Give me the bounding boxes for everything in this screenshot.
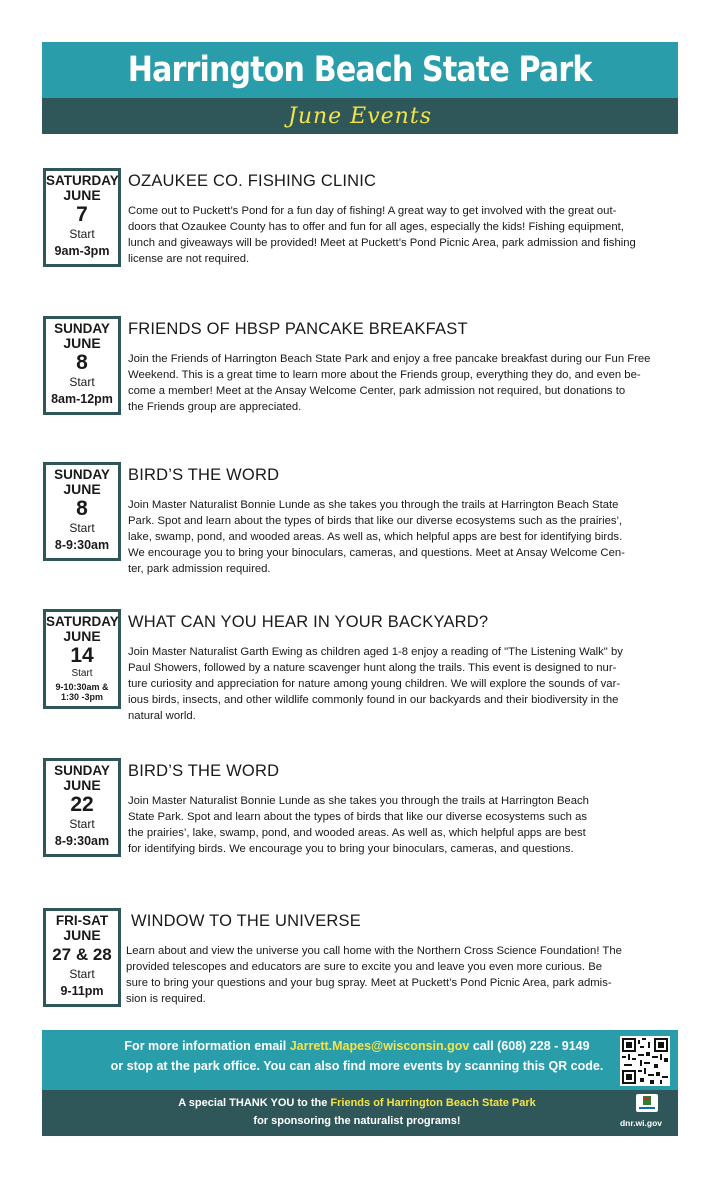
description-line: Join Master Naturalist Bonnie Lunde as she takes you through the trails at Harrington Beach xyxy=(128,795,589,807)
event-title: BIRD’S THE WORD xyxy=(128,466,280,484)
info-text xyxy=(102,1036,612,1076)
description-line: State Park. Spot and learn about the types of birds that like our diverse ecosystems such as xyxy=(128,811,588,823)
event-month: JUNE xyxy=(63,927,101,943)
event-title: FRIENDS OF HBSP PANCAKE BREAKFAST xyxy=(128,320,468,338)
event-month: JUNE xyxy=(63,481,101,497)
info-line2: or stop at the park office. You can also find more events by scanning this QR code. xyxy=(110,1059,604,1073)
event-start-label: Start xyxy=(69,227,95,241)
event-description xyxy=(128,497,658,577)
description-line: lunch and giveaways will be provided! Meet at Puckett’s Pond Picnic Area, park admission and fishing xyxy=(128,237,636,249)
event-time: 8am-12pm xyxy=(51,392,113,406)
date-box xyxy=(43,908,121,1007)
description-line: Weekend. This is a great time to learn more about the Friends group, everything they do, and even be- xyxy=(128,369,641,381)
subtitle-banner xyxy=(42,98,678,134)
event-time: 8-9:30am xyxy=(54,834,110,848)
event-day: SUNDAY xyxy=(54,763,110,778)
description-line: lake, swamp, pond, and wooded areas. As well as, which helpful apps are best for identifying birds. xyxy=(128,531,623,543)
event-date: 7 xyxy=(76,203,88,226)
event-time: 9-11pm xyxy=(60,984,104,998)
qr-code-icon xyxy=(622,1038,668,1084)
description-line: Join Master Naturalist Garth Ewing as children aged 1-8 enjoy a reading of "The Listening Walk" by xyxy=(128,646,623,658)
description-line: natural world. xyxy=(128,710,196,722)
event-date: 8 xyxy=(76,351,88,374)
page-subtitle: June Events xyxy=(288,103,432,129)
event-title: BIRD’S THE WORD xyxy=(128,762,280,780)
event-start-label: Start xyxy=(69,817,95,831)
info-banner xyxy=(42,1030,678,1090)
thanks-prefix: A special THANK YOU to the xyxy=(178,1097,331,1109)
description-line: doors that Ozaukee County has to offer and fun for all ages, especially the kids! Fishing equipment, xyxy=(128,221,624,233)
info-prefix: For more information email xyxy=(124,1039,290,1053)
event-date: 27 & 28 xyxy=(52,945,112,964)
description-line: Learn about and view the universe you call home with the Northern Cross Science Foundation! The xyxy=(126,945,622,957)
description-line: Join the Friends of Harrington Beach State Park and enjoy a free pancake breakfast during our Fun Free xyxy=(128,353,651,365)
description-line: provided telescopes and educators are sure to excite you and leave you even more curious. Be xyxy=(126,961,603,973)
description-line: Park. Spot and learn about the types of birds that like our diverse ecosystems such as the prairies’, xyxy=(128,515,623,527)
event-description xyxy=(128,351,658,415)
event-start-label: Start xyxy=(69,967,95,981)
date-box xyxy=(43,758,121,857)
date-box xyxy=(43,168,121,267)
dnr-url[interactable]: dnr.wi.gov xyxy=(619,1118,662,1128)
event-time-second: 1:30 -3pm xyxy=(60,692,104,702)
date-box xyxy=(43,609,121,709)
event-day: FRI-SAT xyxy=(55,913,109,928)
event-date: 14 xyxy=(70,644,94,667)
date-box xyxy=(43,462,121,561)
event-month: JUNE xyxy=(63,187,101,203)
description-line: come a member! Meet at the Ansay Welcome Center, park admission not required, but donations to xyxy=(128,385,626,397)
description-line: the prairies’, lake, swamp, pond, and wooded areas. As well as, which helpful apps are best xyxy=(128,827,586,839)
description-line: license are not required. xyxy=(128,253,250,265)
qr-code[interactable] xyxy=(620,1036,670,1086)
info-phone: call (608) 228 - 9149 xyxy=(469,1039,590,1053)
event-day: SUNDAY xyxy=(54,467,110,482)
description-line: Paul Showers, followed by a nature scavenger hunt along the trails. This event is designed to nur- xyxy=(128,662,617,674)
dnr-logo-icon xyxy=(636,1094,658,1112)
event-date: 22 xyxy=(70,793,94,816)
description-line: Come out to Puckett’s Pond for a fun day of fishing! A great way to get involved with the great out- xyxy=(128,205,617,217)
event-description xyxy=(128,203,658,267)
event-day: SATURDAY xyxy=(46,614,119,629)
event-start-label: Start xyxy=(69,375,95,389)
event-date: 8 xyxy=(76,497,88,520)
description-line: We encourage you to bring your binoculars, cameras, and questions. Meet at Ansay Welcome Cen- xyxy=(128,547,625,559)
description-line: ious birds, insects, and other wildlife commonly found in our backyards and their biodiversity in the xyxy=(128,694,619,706)
description-line: ter, park admission required. xyxy=(128,563,271,575)
thanks-text xyxy=(102,1094,612,1130)
event-title: WINDOW TO THE UNIVERSE xyxy=(131,912,361,930)
event-time: 9-10:30am & xyxy=(55,682,109,692)
event-day: SUNDAY xyxy=(54,321,110,336)
event-time: 9am-3pm xyxy=(54,244,110,258)
event-start-label: Start xyxy=(71,668,93,679)
description-line: sion is required. xyxy=(126,993,206,1005)
event-description xyxy=(128,644,658,724)
email-link[interactable]: Jarrett.Mapes@wisconsin.gov xyxy=(289,1039,470,1053)
event-month: JUNE xyxy=(63,335,101,351)
event-month: JUNE xyxy=(63,628,101,644)
date-box xyxy=(43,316,121,415)
event-description xyxy=(128,793,628,857)
event-description xyxy=(126,943,656,1007)
header-banner xyxy=(42,42,678,98)
description-line: the Friends group are appreciated. xyxy=(128,401,302,413)
description-line: for identifying birds. We encourage you to bring your binoculars, cameras, and questions. xyxy=(128,843,574,855)
event-month: JUNE xyxy=(63,777,101,793)
event-time: 8-9:30am xyxy=(54,538,110,552)
description-line: sure to bring your questions and your bug spray. Meet at Puckett’s Pond Picnic Area, park admis- xyxy=(126,977,612,989)
thanks-banner xyxy=(42,1090,678,1136)
event-title: WHAT CAN YOU HEAR IN YOUR BACKYARD? xyxy=(128,613,489,631)
description-line: ture curiosity and appreciation for nature among young children. We will explore the sounds of var- xyxy=(128,678,621,690)
description-line: Join Master Naturalist Bonnie Lunde as she takes you through the trails at Harrington Beach State xyxy=(128,499,619,511)
friends-name: Friends of Harrington Beach State Park xyxy=(330,1097,536,1109)
event-day: SATURDAY xyxy=(46,173,119,188)
event-start-label: Start xyxy=(69,521,95,535)
page-title: Harrington Beach State Park xyxy=(128,50,592,90)
event-title: OZAUKEE CO. FISHING CLINIC xyxy=(128,172,377,190)
thanks-line2: for sponsoring the naturalist programs! xyxy=(253,1115,461,1127)
